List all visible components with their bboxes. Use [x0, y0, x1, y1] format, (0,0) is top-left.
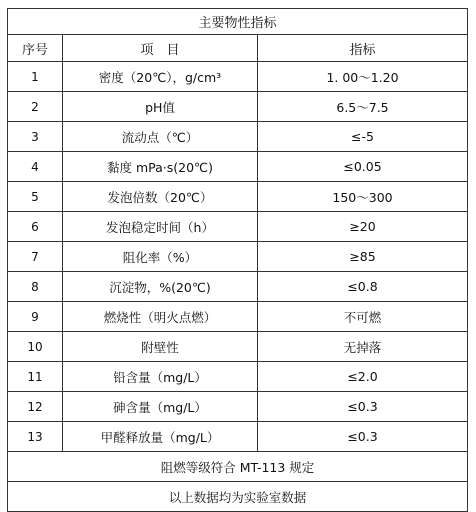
row-item: 铅含量（mg/L） [63, 362, 258, 392]
table-row [8, 92, 468, 122]
row-serial: 13 [8, 422, 63, 452]
row-value: 6.5～7.5 [258, 92, 468, 122]
header-item: 项 目 [63, 35, 258, 62]
table-header-row [8, 35, 468, 62]
row-serial: 9 [8, 302, 63, 332]
table-title-row [8, 9, 468, 35]
table-row [8, 332, 468, 362]
table-title: 主要物性指标 [8, 9, 468, 35]
table-row [8, 62, 468, 92]
row-item: 沉淀物，%(20℃) [63, 272, 258, 302]
row-serial: 10 [8, 332, 63, 362]
row-item: 黏度 mPa·s(20℃) [63, 152, 258, 182]
row-item: 附壁性 [63, 332, 258, 362]
properties-table-container [7, 8, 467, 512]
row-item: 阻化率（%） [63, 242, 258, 272]
properties-table-body [8, 9, 468, 512]
row-value: ≥85 [258, 242, 468, 272]
table-row [8, 422, 468, 452]
row-item: 发泡稳定时间（h） [63, 212, 258, 242]
row-item: 流动点（℃） [63, 122, 258, 152]
row-item: 燃烧性（明火点燃） [63, 302, 258, 332]
row-item: 发泡倍数（20℃） [63, 182, 258, 212]
table-row [8, 182, 468, 212]
row-value: 无掉落 [258, 332, 468, 362]
table-row [8, 272, 468, 302]
row-serial: 7 [8, 242, 63, 272]
row-value: 1. 00～1.20 [258, 62, 468, 92]
row-value: ≥20 [258, 212, 468, 242]
row-item: pH值 [63, 92, 258, 122]
table-note-row [8, 482, 468, 512]
row-serial: 11 [8, 362, 63, 392]
row-value: ≤0.3 [258, 392, 468, 422]
table-row [8, 152, 468, 182]
table-row [8, 302, 468, 332]
row-serial: 3 [8, 122, 63, 152]
row-value: ≤0.3 [258, 422, 468, 452]
table-row [8, 392, 468, 422]
row-value: ≤2.0 [258, 362, 468, 392]
table-row [8, 242, 468, 272]
row-serial: 4 [8, 152, 63, 182]
row-value: ≤0.05 [258, 152, 468, 182]
table-row [8, 362, 468, 392]
row-value: 不可燃 [258, 302, 468, 332]
table-note: 阻燃等级符合 MT-113 规定 [8, 452, 468, 482]
row-serial: 5 [8, 182, 63, 212]
row-serial: 6 [8, 212, 63, 242]
row-serial: 2 [8, 92, 63, 122]
row-value: ≤0.8 [258, 272, 468, 302]
row-value: 150～300 [258, 182, 468, 212]
properties-table [7, 8, 468, 512]
table-row [8, 122, 468, 152]
header-serial: 序号 [8, 35, 63, 62]
table-note: 以上数据均为实验室数据 [8, 482, 468, 512]
row-serial: 8 [8, 272, 63, 302]
row-serial: 12 [8, 392, 63, 422]
header-value: 指标 [258, 35, 468, 62]
row-value: ≤-5 [258, 122, 468, 152]
table-note-row [8, 452, 468, 482]
row-serial: 1 [8, 62, 63, 92]
row-item: 砷含量（mg/L） [63, 392, 258, 422]
row-item: 甲醛释放量（mg/L） [63, 422, 258, 452]
row-item: 密度（20℃），g/cm³ [63, 62, 258, 92]
table-row [8, 212, 468, 242]
